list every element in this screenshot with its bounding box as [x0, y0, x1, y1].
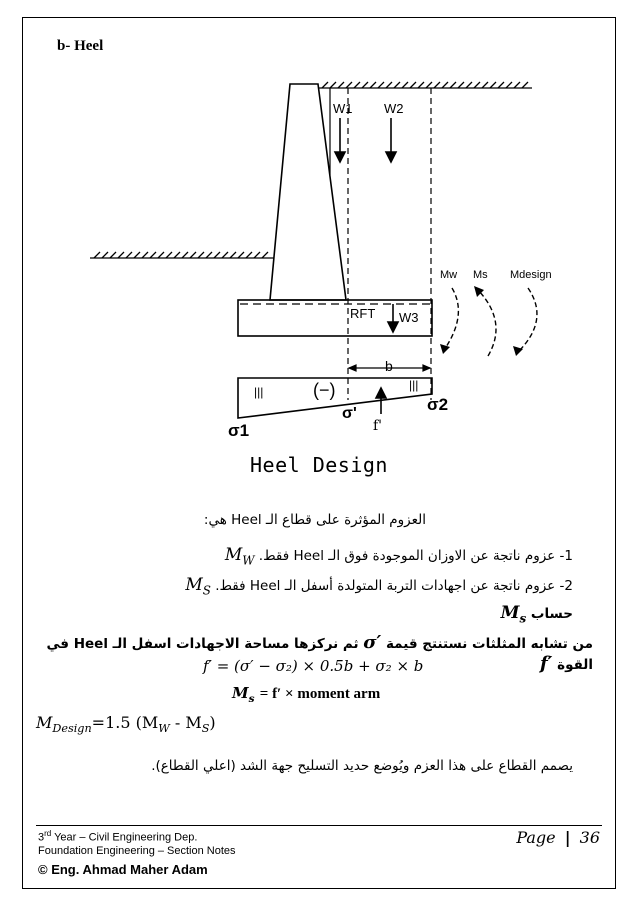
ms-label: Ms	[473, 269, 488, 281]
mdesign-label: Mdesign	[510, 269, 552, 281]
sigma-prime-symbol: σ′	[363, 632, 382, 653]
item1-line	[73, 545, 573, 567]
footer-divider	[36, 825, 602, 826]
footer-line-2: Foundation Engineering – Section Notes	[38, 845, 236, 857]
w3-arrow	[388, 304, 398, 332]
item2-line	[53, 575, 573, 597]
item2-text: 2- عزوم ناتجة عن اجهادات التربة المتولدة أسفل الـ Heel فقط.	[215, 578, 573, 594]
conclusion-line: يصمم القطاع على هذا العزم ويُوضع حديد التسليح جهة الشد (اعلي القطاع).	[151, 758, 573, 774]
similar-triangles-line: من تشابه المثلثات نستنتج قيمة σ′ ثم نركزها مساحة الاجهادات اسفل الـ Heel في القوة f′	[46, 632, 593, 674]
f-prime-label: f'	[373, 418, 383, 434]
mw-arrowhead	[440, 344, 450, 354]
f-prime-equation: f′ = (σ′ − σ₂) × 0.5b + σ₂ × b	[203, 657, 424, 675]
sigma1-label: σ1	[228, 421, 250, 440]
mw-moment-arrow	[444, 288, 458, 350]
f-prime-symbol: f′	[539, 653, 553, 674]
section-title: b- Heel	[57, 38, 104, 54]
page-number: Page | 36	[516, 828, 600, 847]
mdesign-moment-arrow	[518, 288, 537, 352]
hatch-left-label: |||	[254, 385, 264, 399]
soil-hatch-top	[318, 82, 532, 88]
ms-moment-arrow	[478, 290, 496, 356]
calc-symbol: $M_s$	[500, 603, 527, 626]
w2-label: W2	[384, 101, 404, 116]
ms-equation: $M_s = f'$ × moment arm	[232, 684, 381, 705]
mdesign-equation: $M_{Design}=1.5$ $(M_W - M_S)$	[36, 713, 216, 736]
item1-symbol: $M_W$	[224, 545, 255, 568]
wall-stem	[270, 84, 346, 300]
figure-caption: Heel Design	[250, 453, 388, 477]
footer-line-3: © Eng. Ahmad Maher Adam	[38, 862, 208, 877]
w3-label: W3	[399, 310, 419, 325]
sigma2-label: σ2	[427, 395, 449, 414]
w2-arrow	[386, 118, 396, 162]
calc-heading: حساب $M_s$	[500, 603, 573, 626]
b-label: b	[385, 358, 393, 374]
w1-arrow	[335, 118, 345, 162]
sigma-prime-label: σ'	[342, 405, 357, 422]
soil-hatch-left	[90, 252, 276, 258]
item2-symbol: $M_S$	[185, 575, 211, 598]
item1-text: 1- عزوم ناتجة عن الاوزان الموجودة فوق الـ Heel فقط.	[258, 548, 573, 564]
hatch-right-label: |||	[409, 378, 419, 392]
w1-label: W1	[333, 101, 353, 116]
minus-label: (−)	[313, 380, 336, 400]
rft-label: RFT	[350, 306, 376, 321]
footer-line-1: 3rd Year – Civil Engineering Dep.	[38, 829, 198, 844]
intro-line: العزوم المؤثرة على قطاع الـ Heel هي:	[203, 512, 426, 528]
mw-label: Mw	[440, 269, 458, 281]
